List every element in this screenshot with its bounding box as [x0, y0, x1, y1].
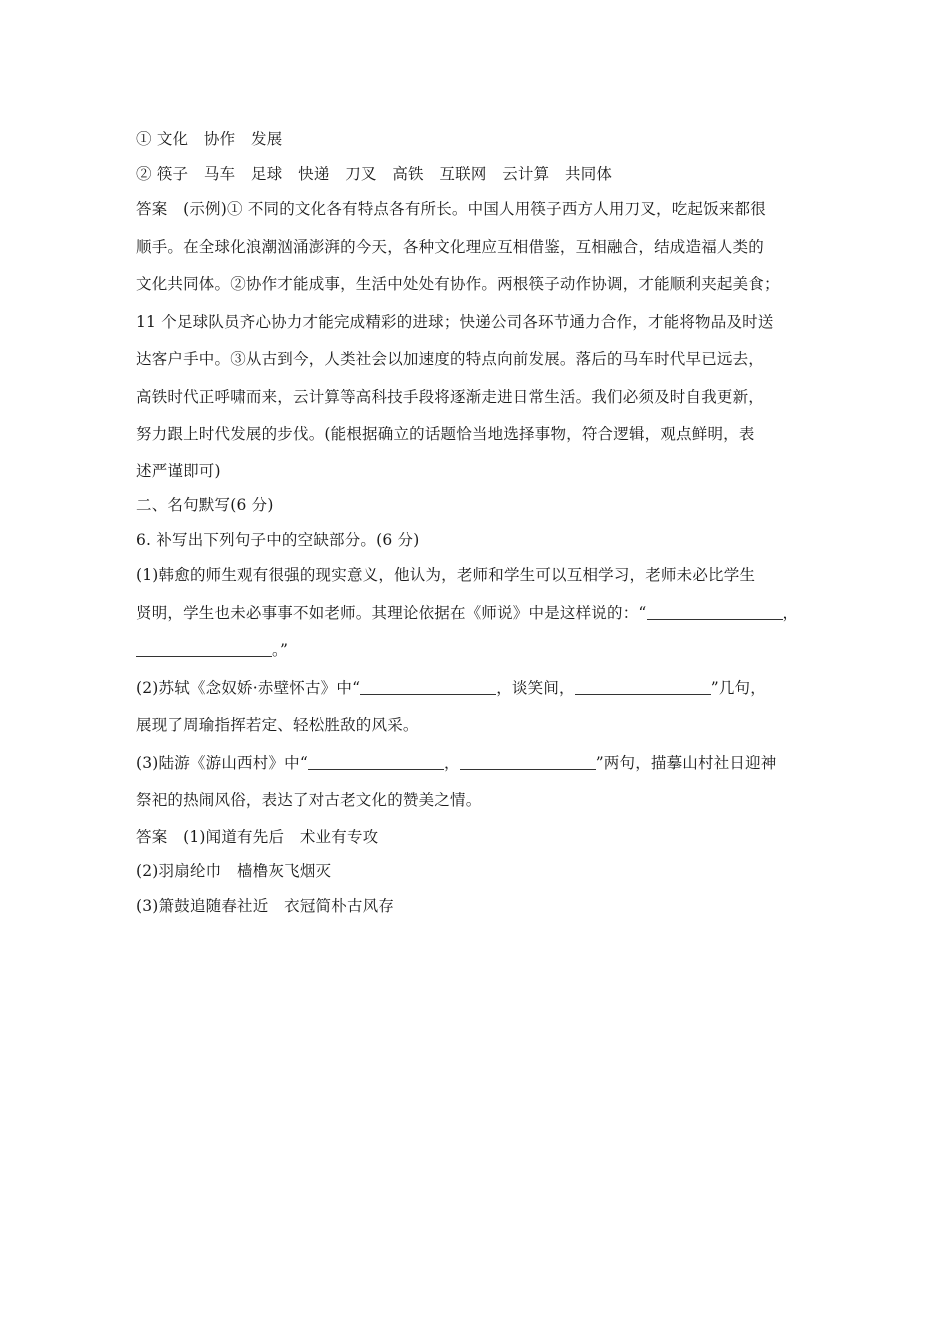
- question-6: 6. 补写出下列句子中的空缺部分。(6 分): [136, 530, 420, 549]
- answer1-line-1: 答案 (示例)① 不同的文化各有特点各有所长。中国人用筷子西方人用刀叉，吃起饭来都很: [136, 200, 766, 218]
- fill-blank-3[interactable]: [360, 678, 496, 695]
- fill-blank-4[interactable]: [575, 678, 711, 695]
- q2-line-1-mid: ，谈笑间，: [496, 678, 575, 697]
- answer2-line-2: (2)羽扇纶巾 樯橹灰飞烟灭: [136, 862, 332, 880]
- q3-line-1-mid: ，: [443, 753, 460, 772]
- words-line-2: ② 筷子 马车 足球 快递 刀叉 高铁 互联网 云计算 共同体: [136, 164, 613, 183]
- document-page: [136, 122, 826, 923]
- q3-line-1-end: ”两句，描摹山村社日迎神: [595, 753, 777, 772]
- q1-line-2-text: 贤明，学生也未必事事不如老师。其理论依据在《师说》中是这样说的：“: [136, 603, 647, 622]
- q1-line-3: [136, 632, 826, 670]
- words-line-1: ① 文化 协作 发展: [136, 130, 283, 148]
- answer1-line-7: 努力跟上时代发展的步伐。(能根据确立的话题恰当地选择事物，符合逻辑，观点鲜明，表: [136, 425, 755, 443]
- section-heading: 二、名句默写(6 分): [136, 496, 274, 514]
- answer1-line-3: 文化共同体。②协作才能成事，生活中处处有协作。两根筷子动作协调，才能顺利夹起美食；: [136, 275, 780, 293]
- q2-line-1-start: (2)苏轼《念奴娇·赤壁怀古》中“: [136, 678, 361, 697]
- fill-blank-6[interactable]: [460, 753, 596, 770]
- q3-line-2: 祭祀的热闹风俗，表达了对古老文化的赞美之情。: [136, 791, 482, 809]
- answer1-line-8: 述严谨即可): [136, 461, 221, 480]
- q2-line-1: [136, 670, 826, 708]
- fill-blank-5[interactable]: [308, 753, 444, 770]
- answer1-line-6: 高铁时代正呼啸而来，云计算等高科技手段将逐渐走进日常生活。我们必须及时自我更新，: [136, 387, 765, 406]
- answer1-line-4: 11 个足球队员齐心协力才能完成精彩的进球；快递公司各环节通力合作，才能将物品及时送: [136, 312, 774, 331]
- q1-line-3-end: 。”: [272, 641, 289, 659]
- answer1-line-2: 顺手。在全球化浪潮汹涌澎湃的今天，各种文化理应互相借鉴，互相融合，结成造福人类的: [136, 237, 765, 256]
- q2-line-1-end: ”几句，: [710, 678, 766, 697]
- fill-blank-2[interactable]: [136, 641, 272, 658]
- answer2-line-3: (3)箫鼓追随春社近 衣冠简朴古风存: [136, 896, 395, 915]
- q1-line-2: [136, 595, 826, 633]
- q1-line-1: (1)韩愈的师生观有很强的现实意义，他认为，老师和学生可以互相学习，老师未必比学生: [136, 566, 756, 584]
- q1-line-2-end: ，: [782, 603, 799, 622]
- q2-line-2: 展现了周瑜指挥若定、轻松胜敌的风采。: [136, 716, 419, 734]
- answer2-line-1: 答案 (1)闻道有先后 术业有专攻: [136, 827, 379, 846]
- answer1-line-5: 达客户手中。③从古到今，人类社会以加速度的特点向前发展。落后的马车时代早已远去，: [136, 350, 765, 368]
- fill-blank-1[interactable]: [647, 603, 783, 620]
- q3-line-1: [136, 745, 826, 783]
- q3-line-1-start: (3)陆游《游山西村》中“: [136, 753, 308, 772]
